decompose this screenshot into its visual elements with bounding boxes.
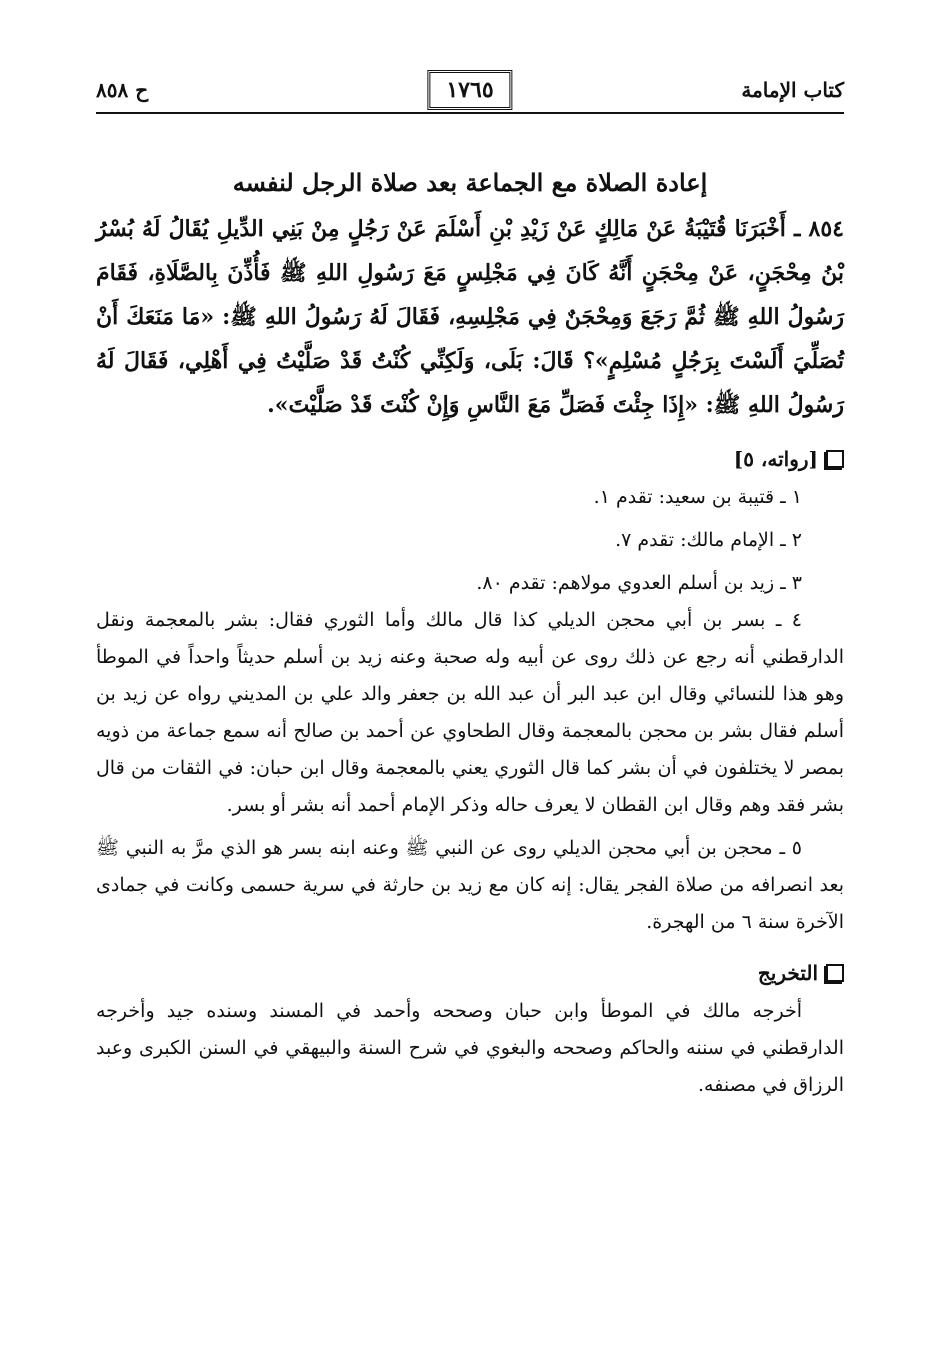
narrators-heading xyxy=(96,447,844,471)
takhrij-heading xyxy=(96,961,844,985)
narrator-item: ٥ ـ محجن بن أبي محجن الديلي روى عن النبي ﷺ وعنه ابنه بسر هو الذي مرَّ به النبي ﷺ بعد انصرافه من صلاة الفجر يقال: إنه كان مع زيد بن حارثة في سرية حسمى وكانت في جمادى الآخرة سنة ٦ من الهجرة. xyxy=(96,837,844,933)
square-bullet-icon xyxy=(826,450,844,468)
page-body xyxy=(96,168,844,1104)
narrator-item: ٢ ـ الإمام مالك: تقدم ٧. xyxy=(615,529,802,551)
narrators-heading-label: [رواته، ٥] xyxy=(733,447,818,471)
header-rule xyxy=(96,112,844,114)
hadith-text: ٨٥٤ ـ أَخْبَرَنَا قُتَيْبَةُ عَنْ مَالِكٍ عَنْ زَيْدِ بْنِ أَسْلَمَ عَنْ رَجُلٍ مِنْ بَنِي الدِّيلِ يُقَالُ لَهُ بُسْرُ بْنُ مِحْجَنٍ، عَنْ مِحْجَنٍ أَنَّهُ كَانَ فِي مَجْلِسٍ مَعَ رَسُولِ اللهِ ﷺ فَأُذِّنَ بِالصَّلَاةِ، فَقَامَ رَسُولُ اللهِ ﷺ ثُمَّ رَجَعَ وَمِحْجَنٌ فِي مَجْلِسِهِ، فَقَالَ لَهُ رَسُولُ اللهِ ﷺ: «مَا مَنَعَكَ أَنْ تُصَلِّيَ أَلَسْتَ بِرَجُلٍ مُسْلِمٍ»؟ قَالَ: بَلَى، وَلَكِنِّي كُنْتُ قَدْ صَلَّيْتُ فِي أَهْلِي، فَقَالَ لَهُ رَسُولُ اللهِ ﷺ: «إِذَا جِئْتَ فَصَلِّ مَعَ النَّاسِ وَإِنْ كُنْتَ قَدْ صَلَّيْتَ». xyxy=(96,216,844,418)
hadith-reference: ح ٨٥٨ xyxy=(96,78,149,102)
narrators-section xyxy=(96,447,844,941)
chapter-title: إعادة الصلاة مع الجماعة بعد صلاة الرجل لنفسه xyxy=(232,168,708,197)
narrator-item: ٤ ـ بسر بن أبي محجن الديلي كذا قال مالك وأما الثوري فقال: بشر بالمعجمة ونقل الدارقطني أنه رجع عن ذلك روى عن أبيه وله صحبة وعنه زيد بن أسلم حديثاً واحداً في الموطأ وهو هذا للنسائي وقال ابن عبد البر أن عبد الله بن جعفر والد علي بن المديني رواه عن زيد بن أسلم فقال بشر بن محجن بالمعجمة وقال الطحاوي عن أحمد بن صالح أنه سمع جماعة من ذويه بمصر لا يختلفون في أن بشر كما قال الثوري يعني بالمعجمة وقال ابن حبان: في الثقات من قال بشر فقد وهم وقال ابن القطان لا يعرف حاله وذكر الإمام أحمد أنه بشر أو بسر. xyxy=(96,609,844,816)
narrator-item: ١ ـ قتيبة بن سعيد: تقدم ١. xyxy=(593,486,802,508)
page-header xyxy=(96,72,844,116)
takhrij-heading-label: التخريج xyxy=(757,961,818,985)
book-title: كتاب الإمامة xyxy=(741,78,844,102)
square-bullet-icon xyxy=(826,964,844,982)
takhrij-section xyxy=(96,961,844,1104)
page-number: ١٧٦٥ xyxy=(427,70,512,110)
takhrij-text: أخرجه مالك في الموطأ وابن حبان وصححه وأحمد في المسند وسنده جيد وأخرجه الدارقطني في سننه والحاكم وصححه والبغوي في شرح السنة والبيهقي في السنن الكبرى وعبد الرزاق في مصنفه. xyxy=(96,1000,844,1096)
narrator-item: ٣ ـ زيد بن أسلم العدوي مولاهم: تقدم ٨٠. xyxy=(476,572,802,594)
